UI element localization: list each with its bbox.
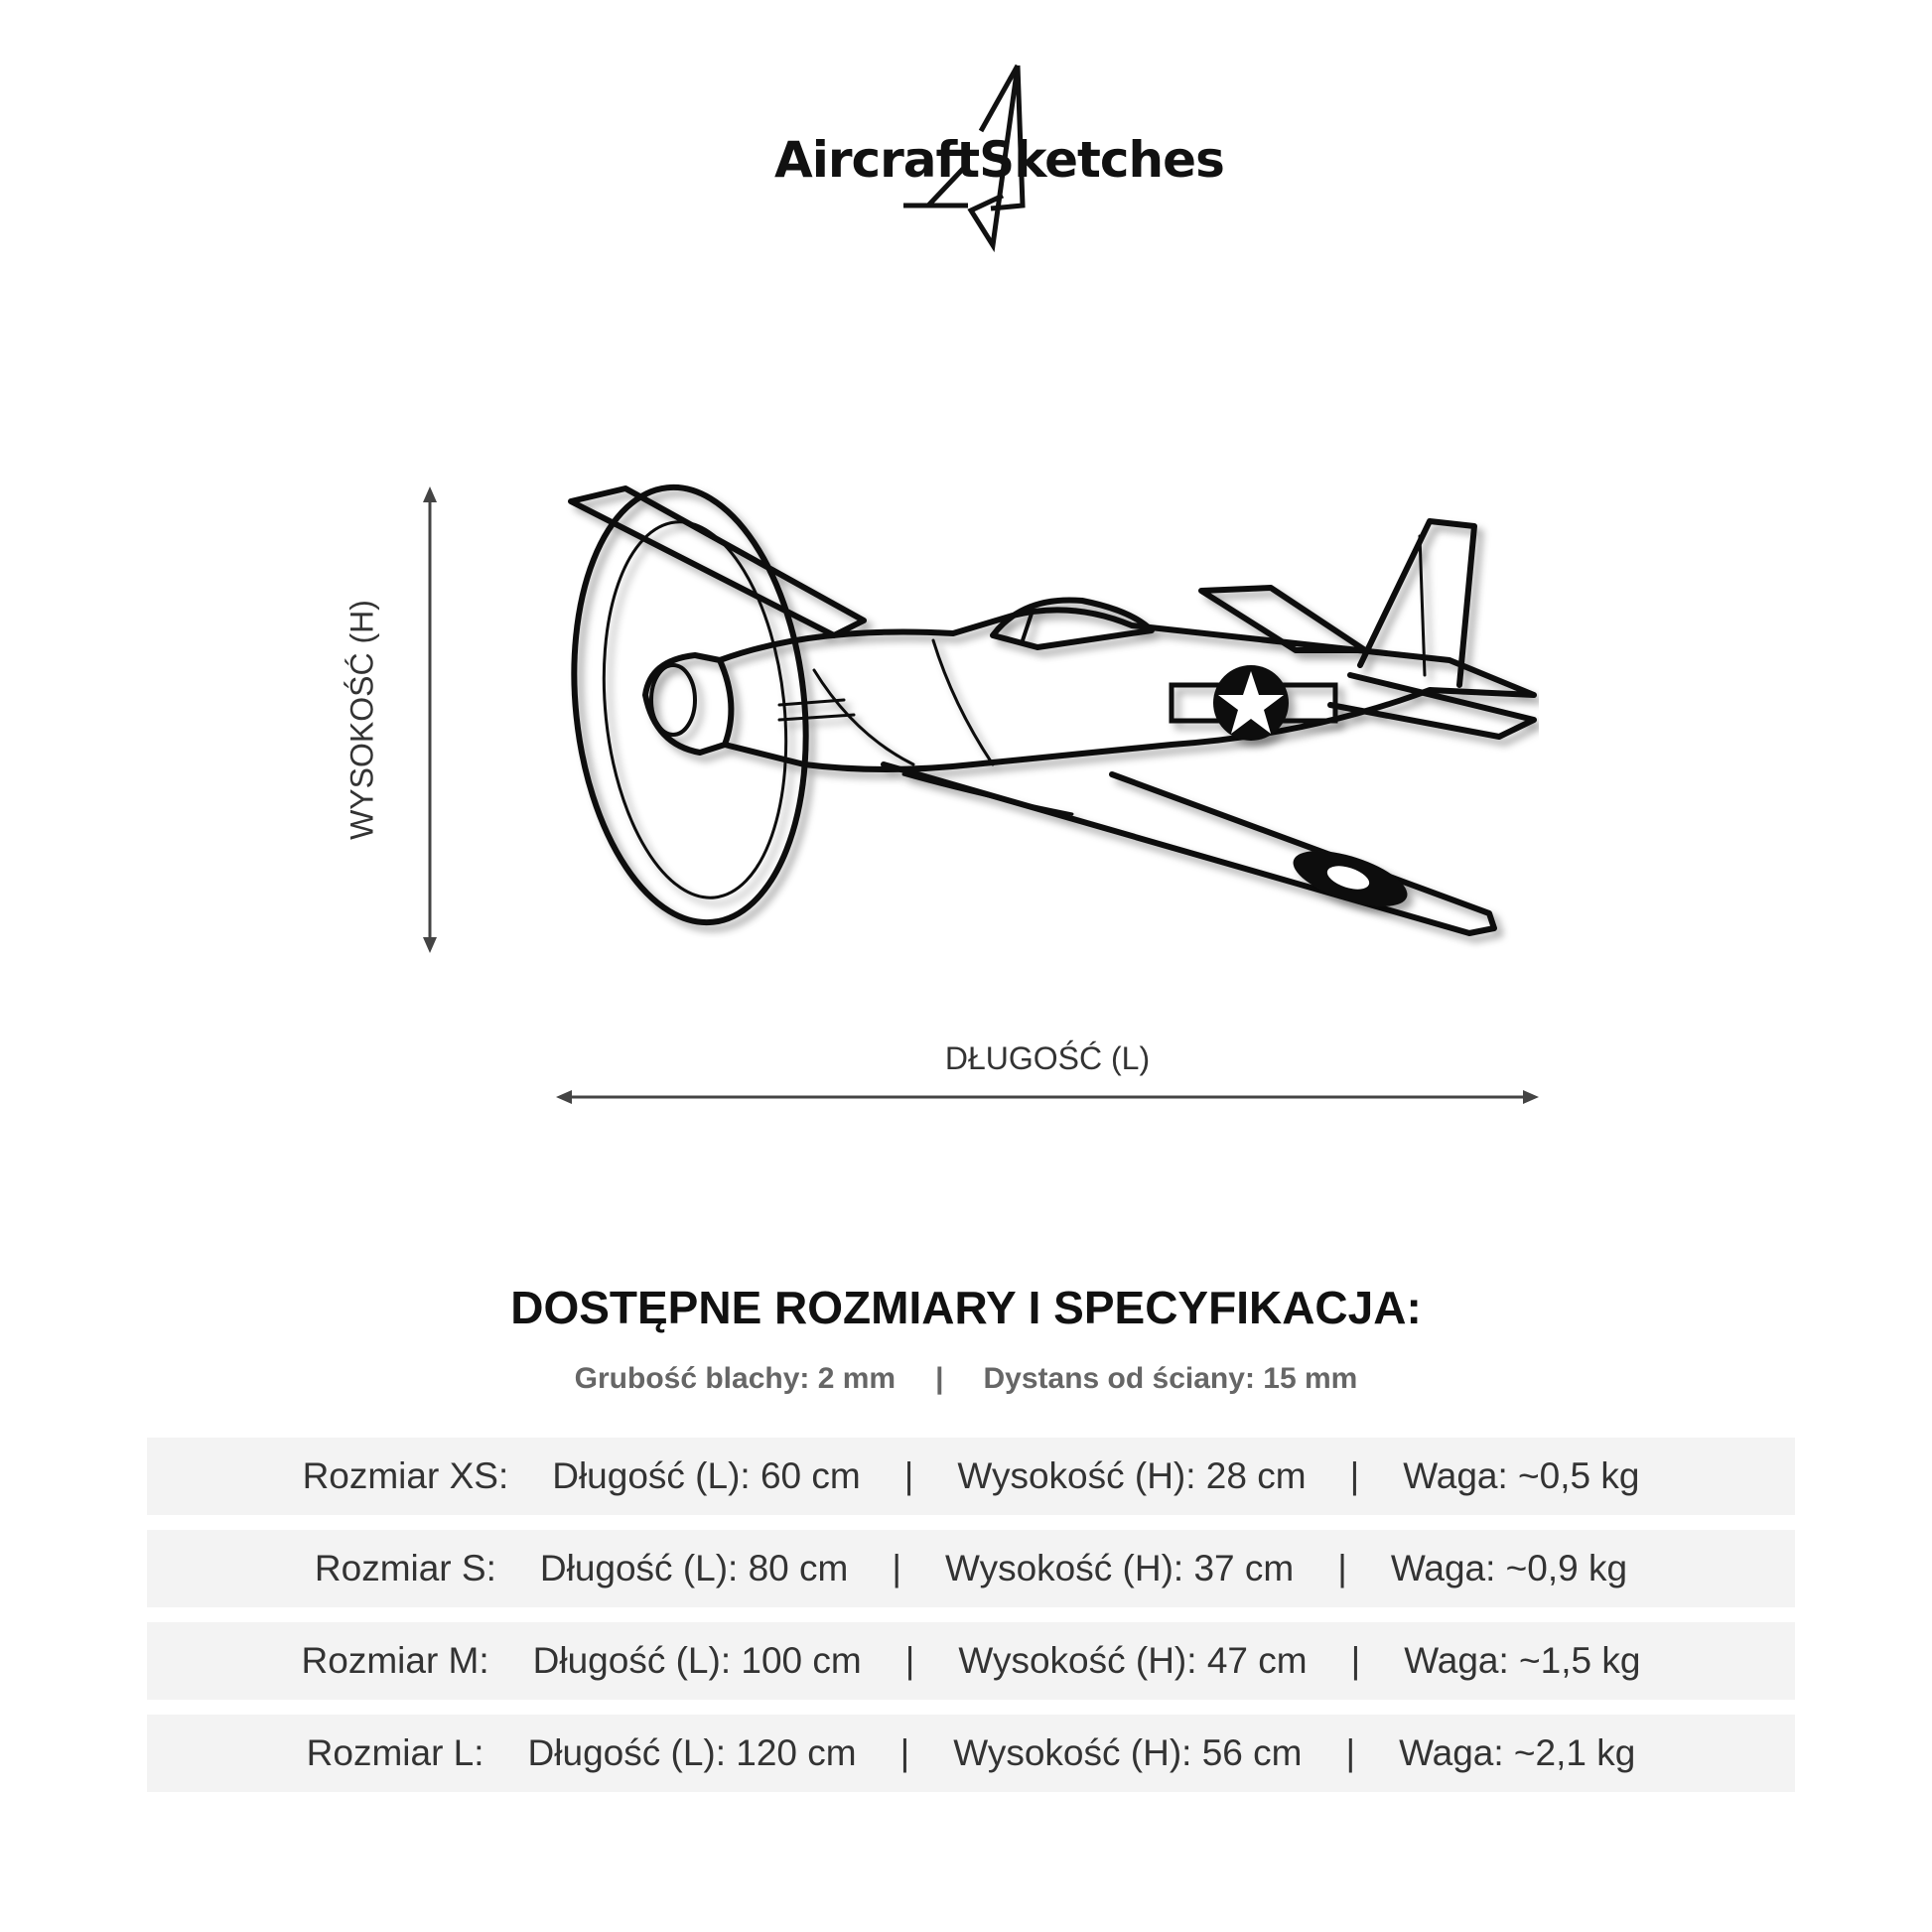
size-row-m: [147, 1622, 1795, 1700]
length-value: Długość (L): 60 cm: [552, 1455, 861, 1496]
length-value: Długość (L): 80 cm: [539, 1548, 849, 1588]
thickness-spec: Grubość blachy: 2 mm: [574, 1362, 897, 1395]
height-dimension-arrow: [397, 486, 477, 953]
size-name: Rozmiar XS:: [302, 1455, 509, 1496]
size-row-s: [147, 1530, 1795, 1607]
length-value: Długość (L): 120 cm: [527, 1732, 857, 1773]
brand-name: AircraftSketches: [774, 131, 1224, 189]
weight-value: Waga: ~1,5 kg: [1404, 1640, 1641, 1681]
brand-logo: [755, 62, 1224, 260]
size-name: Rozmiar L:: [306, 1732, 484, 1773]
separator: |: [899, 1732, 910, 1773]
separator: |: [1337, 1548, 1347, 1588]
height-value: Wysokość (H): 47 cm: [958, 1640, 1308, 1681]
size-row-l: [147, 1715, 1795, 1792]
length-label: DŁUGOŚĆ (L): [944, 1040, 1151, 1076]
weight-value: Waga: ~2,1 kg: [1399, 1732, 1636, 1773]
height-label: WYSOKOŚĆ (H): [344, 600, 380, 840]
height-value: Wysokość (H): 56 cm: [953, 1732, 1303, 1773]
separator: |: [1345, 1732, 1356, 1773]
height-value: Wysokość (H): 37 cm: [945, 1548, 1295, 1588]
height-value: Wysokość (H): 28 cm: [957, 1455, 1307, 1496]
spec-subtitle: [0, 1362, 1932, 1396]
size-name: Rozmiar S:: [314, 1548, 496, 1588]
separator: |: [903, 1455, 914, 1496]
size-name: Rozmiar M:: [301, 1640, 489, 1681]
spec-title: DOSTĘPNE ROZMIARY I SPECYFIKACJA:: [510, 1282, 1422, 1333]
separator: |: [1349, 1455, 1360, 1496]
airplane-silhouette-image: [556, 477, 1539, 973]
length-value: Długość (L): 100 cm: [532, 1640, 862, 1681]
separator: |: [892, 1548, 901, 1588]
weight-value: Waga: ~0,9 kg: [1390, 1548, 1628, 1588]
separator: |: [1350, 1640, 1361, 1681]
separator: |: [935, 1362, 944, 1395]
length-dimension-arrow: [556, 1082, 1539, 1112]
weight-value: Waga: ~0,5 kg: [1403, 1455, 1640, 1496]
distance-spec: Dystans od ściany: 15 mm: [983, 1362, 1358, 1395]
separator: |: [904, 1640, 915, 1681]
size-row-xs: [147, 1438, 1795, 1515]
